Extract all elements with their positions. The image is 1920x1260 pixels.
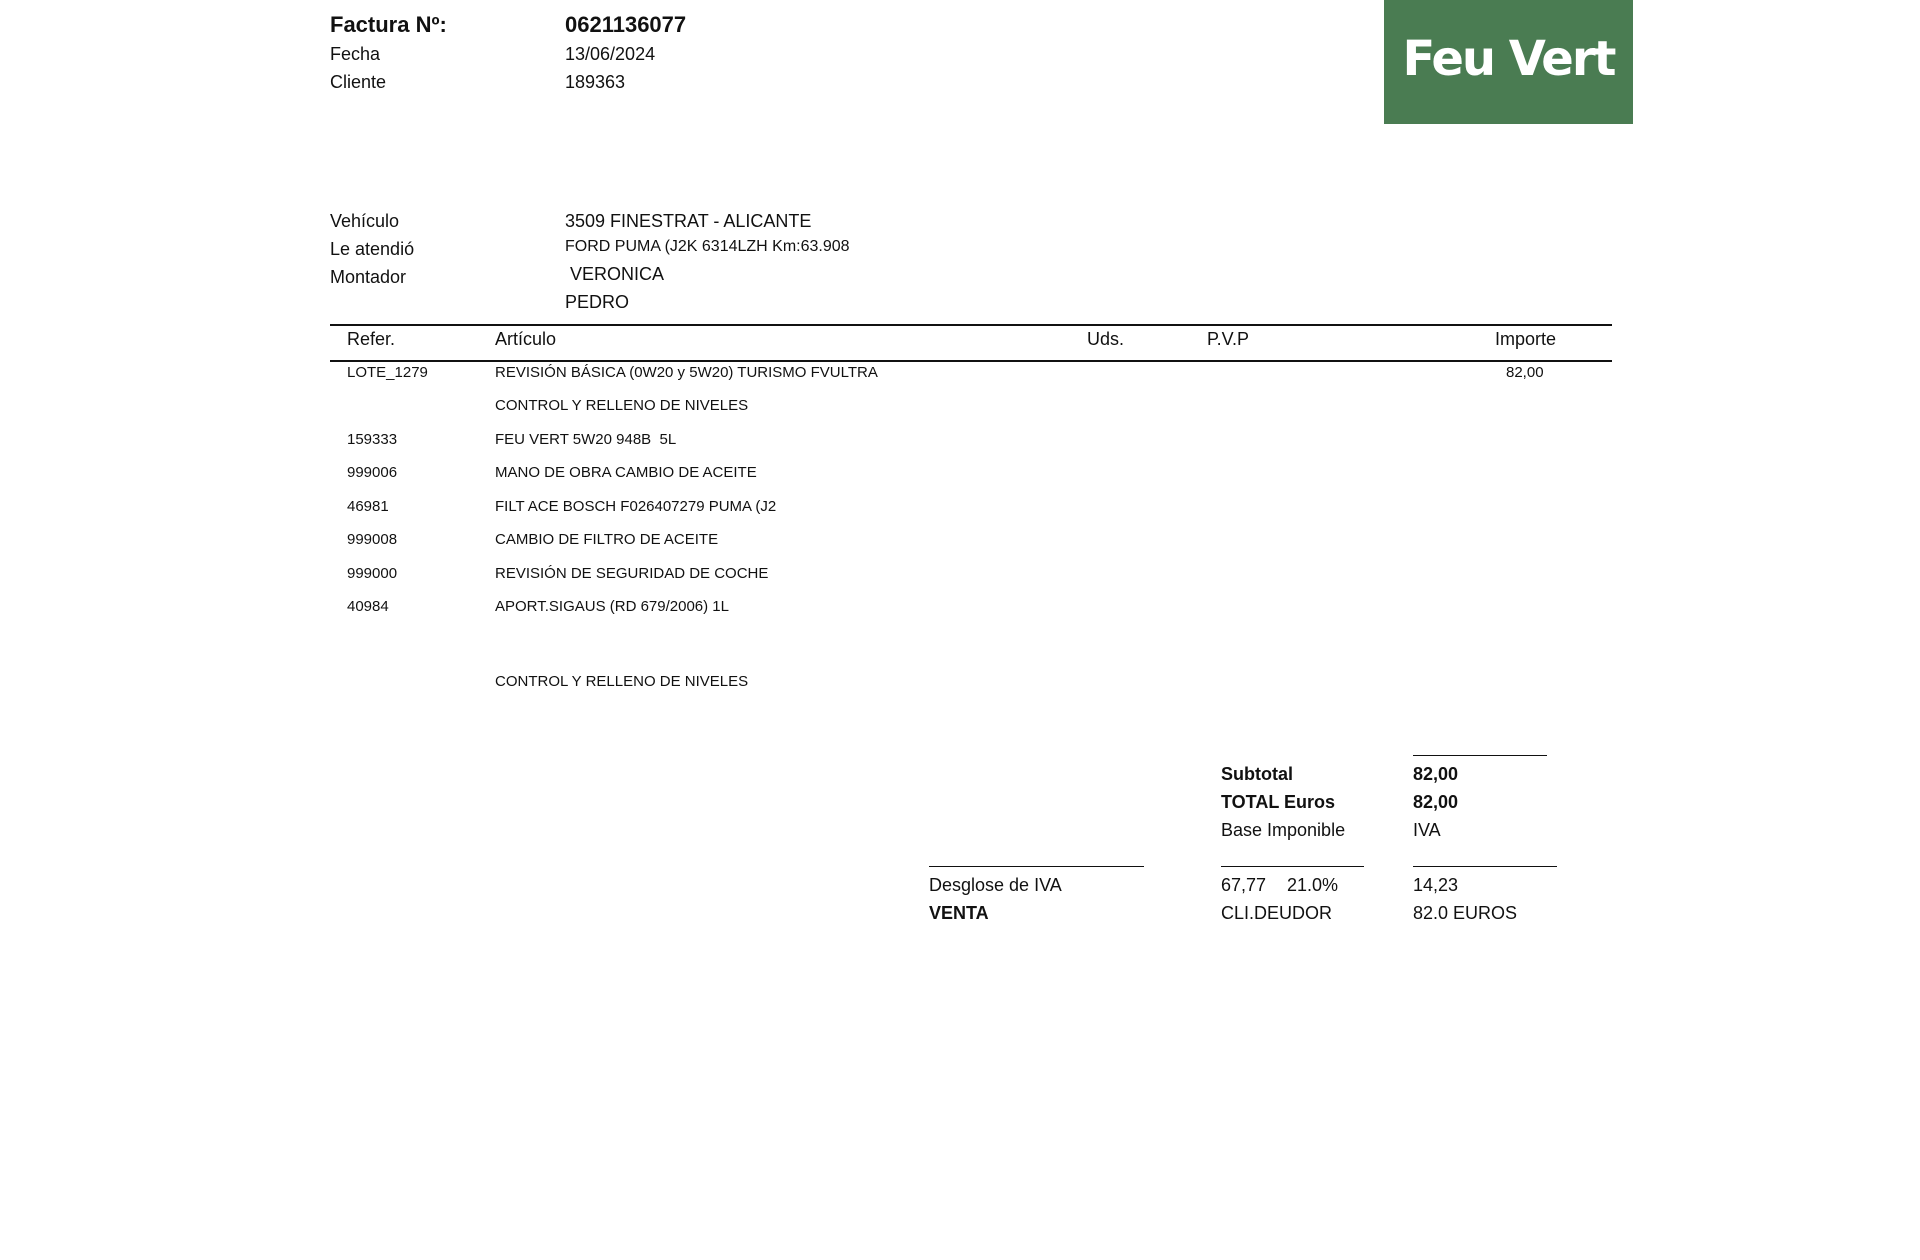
row-article: REVISIÓN DE SEGURIDAD DE COCHE (495, 565, 769, 582)
invoice-date: 13/06/2024 (565, 44, 656, 64)
client-label: Cliente (330, 72, 387, 92)
client-number: 189363 (565, 72, 626, 92)
subtotal-rule (1413, 755, 1547, 756)
table-top-rule (330, 324, 1612, 326)
total-label: TOTAL Euros (1221, 792, 1336, 812)
vat-rate: 21.0% (1287, 875, 1339, 895)
row-amount: 82,00 (1506, 364, 1544, 381)
store-name: 3509 FINESTRAT - ALICANTE (565, 211, 812, 231)
row-article: MANO DE OBRA CAMBIO DE ACEITE (495, 464, 757, 481)
fitter-name: PEDRO (565, 292, 630, 312)
row-article: FILT ACE BOSCH F026407279 PUMA (J2 (495, 498, 777, 515)
row-ref: 999008 (347, 531, 398, 548)
date-label: Fecha (330, 44, 381, 64)
table-header-rule (330, 360, 1612, 362)
payment-method: CLI.DEUDOR (1221, 903, 1333, 923)
vat-breakdown-label: Desglose de IVA (929, 875, 1062, 895)
row-article: CAMBIO DE FILTRO DE ACEITE (495, 531, 719, 548)
feu-vert-logo (1384, 0, 1633, 124)
column-header-amount: Importe (1495, 329, 1557, 349)
column-header-article: Artículo (495, 329, 557, 349)
column-header-units: Uds. (1087, 329, 1125, 349)
subtotal-label: Subtotal (1221, 764, 1293, 784)
row-ref: 159333 (347, 431, 398, 448)
column-header-pvp: P.V.P (1207, 329, 1250, 349)
row-ref: 999006 (347, 464, 398, 481)
attended-by-name: VERONICA (565, 264, 665, 284)
total-value: 82,00 (1413, 792, 1459, 812)
invoice-number-label: Factura Nº: (330, 12, 447, 37)
invoice-number: 0621136077 (565, 12, 687, 37)
iva-value: 14,23 (1413, 875, 1459, 895)
row-article: REVISIÓN BÁSICA (0W20 y 5W20) TURISMO FVULTRA (495, 364, 878, 381)
row-article: APORT.SIGAUS (RD 679/2006) 1L (495, 598, 729, 615)
vehicle-label: Vehículo (330, 211, 400, 231)
sale-label: VENTA (929, 903, 989, 923)
tax-base-value: 67,77 (1221, 875, 1267, 895)
row-ref: 999000 (347, 565, 398, 582)
logo-text: Feu Vert (1402, 31, 1615, 87)
column-header-ref: Refer. (347, 329, 396, 349)
tax-base-label: Base Imponible (1221, 820, 1346, 840)
table-note: CONTROL Y RELLENO DE NIVELES (495, 673, 749, 690)
attended-label: Le atendió (330, 239, 415, 259)
breakdown-rule (929, 866, 1144, 867)
row-article: FEU VERT 5W20 948B 5L (495, 431, 677, 448)
iva-rule (1413, 866, 1557, 867)
payment-amount: 82.0 EUROS (1413, 903, 1518, 923)
row-ref: 46981 (347, 498, 389, 515)
iva-label: IVA (1413, 820, 1441, 840)
row-ref: 40984 (347, 598, 389, 615)
row-ref: LOTE_1279 (347, 364, 428, 381)
vehicle-description: FORD PUMA (J2K 6314LZH Km:63.908 (565, 238, 850, 255)
base-rule (1221, 866, 1364, 867)
row-article: CONTROL Y RELLENO DE NIVELES (495, 397, 749, 414)
fitter-label: Montador (330, 267, 407, 287)
subtotal-value: 82,00 (1413, 764, 1459, 784)
